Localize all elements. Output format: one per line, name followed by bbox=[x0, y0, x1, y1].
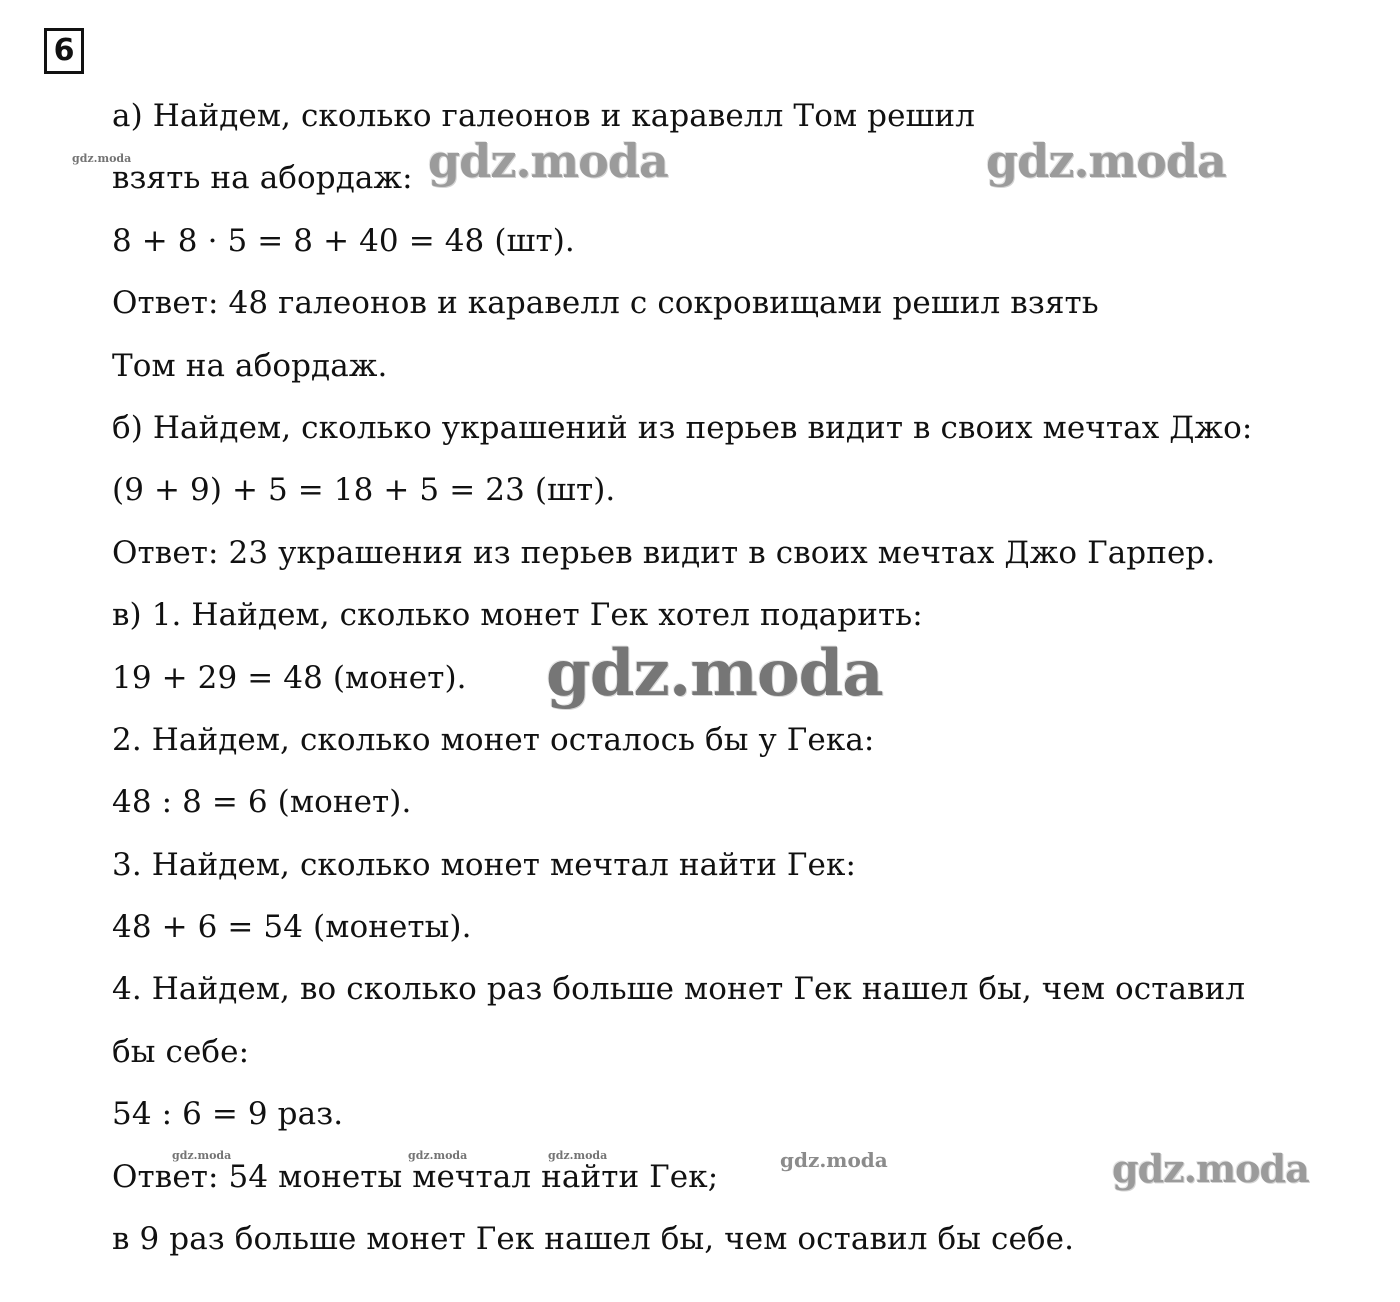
solution-line: 4. Найдем, во сколько раз больше монет Гек нашел бы, чем оставил bbox=[112, 971, 1246, 1008]
solution-line: 8 + 8 · 5 = 8 + 40 = 48 (шт). bbox=[112, 222, 575, 259]
watermark: gdz.moda bbox=[1112, 1146, 1309, 1191]
watermark: gdz.moda bbox=[546, 636, 883, 711]
watermark: gdz.moda bbox=[172, 1149, 232, 1162]
solution-line: 48 : 8 = 6 (монет). bbox=[112, 784, 412, 821]
solution-line: в) 1. Найдем, сколько монет Гек хотел подарить: bbox=[112, 597, 923, 634]
watermark: gdz.moda bbox=[780, 1148, 888, 1172]
solution-line: б) Найдем, сколько украшений из перьев видит в своих мечтах Джо: bbox=[112, 409, 1253, 446]
solution-line: Том на абордаж. bbox=[112, 347, 388, 384]
watermark: gdz.moda bbox=[408, 1149, 468, 1162]
solution-line: взять на абордаж: bbox=[112, 160, 413, 197]
watermark: gdz.moda bbox=[72, 152, 132, 165]
solution-line: бы себе: bbox=[112, 1033, 250, 1070]
solution-line: 19 + 29 = 48 (монет). bbox=[112, 659, 467, 696]
solution-line: 2. Найдем, сколько монет осталось бы у Гека: bbox=[112, 721, 875, 758]
solution-line: (9 + 9) + 5 = 18 + 5 = 23 (шт). bbox=[112, 472, 616, 509]
solution-line: 3. Найдем, сколько монет мечтал найти Гек: bbox=[112, 846, 857, 883]
solution-line: в 9 раз больше монет Гек нашел бы, чем оставил бы себе. bbox=[112, 1221, 1075, 1258]
watermark: gdz.moda bbox=[428, 134, 668, 188]
watermark: gdz.moda bbox=[548, 1149, 608, 1162]
watermark: gdz.moda bbox=[986, 134, 1226, 188]
solution-line: Ответ: 23 украшения из перьев видит в своих мечтах Джо Гарпер. bbox=[112, 534, 1216, 571]
solution-line: Ответ: 54 монеты мечтал найти Гек; bbox=[112, 1158, 719, 1195]
solution-line: 54 : 6 = 9 раз. bbox=[112, 1096, 344, 1133]
solution-line: 48 + 6 = 54 (монеты). bbox=[112, 909, 472, 946]
solution-line: а) Найдем, сколько галеонов и каравелл Том решил bbox=[112, 98, 975, 134]
solution-line: Ответ: 48 галеонов и каравелл с сокровищами решил взять bbox=[112, 285, 1099, 322]
task-number: 6 bbox=[44, 28, 84, 74]
